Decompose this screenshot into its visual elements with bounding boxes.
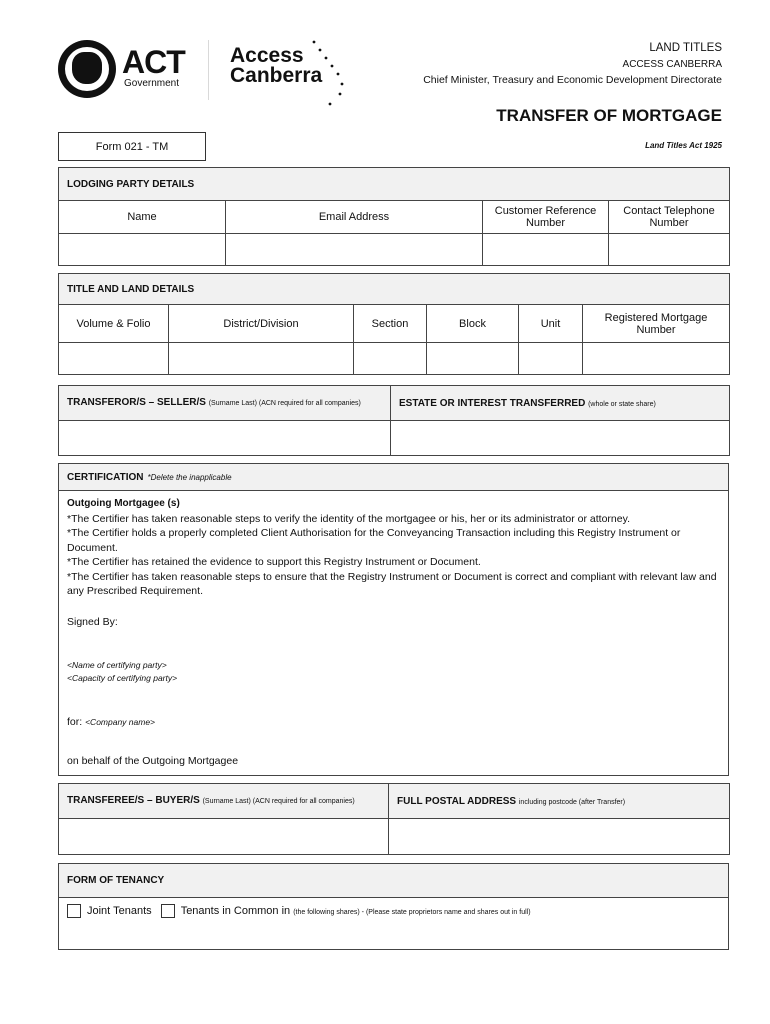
act-reference: Land Titles Act 1925 — [645, 141, 722, 150]
on-behalf-line: on behalf of the Outgoing Mortgagee — [67, 754, 239, 767]
customer-ref-input-cell[interactable] — [483, 234, 609, 266]
estate-note: (whole or state share) — [588, 400, 656, 408]
contact-phone-input-cell[interactable] — [609, 234, 730, 266]
col-email: Email Address — [226, 201, 483, 234]
land-titles-label: LAND TITLES — [649, 42, 722, 54]
lodging-heading: LODGING PARTY DETAILS — [59, 168, 730, 201]
access-logo-line1: Access — [230, 44, 304, 67]
col-mortgage-number: Registered Mortgage Number — [583, 305, 730, 343]
transferor-section — [58, 385, 729, 456]
certification-subheading: Outgoing Mortgagee (s) — [67, 498, 180, 509]
certification-body — [59, 491, 728, 774]
tenants-in-common-note: (the following shares) - (Please state proprietors name and shares out in full) — [293, 908, 531, 916]
col-block: Block — [427, 305, 519, 343]
estate-label: ESTATE OR INTEREST TRANSFERRED — [399, 397, 586, 409]
access-canberra-label: ACCESS CANBERRA — [622, 59, 722, 70]
tenancy-section — [58, 863, 729, 950]
for-company-line — [67, 715, 720, 730]
certification-heading-row — [59, 464, 728, 491]
transferee-note: (Surname Last) (ACN required for all companies) — [202, 798, 355, 805]
lodging-party-section — [58, 167, 729, 266]
block-input-cell[interactable] — [427, 343, 519, 375]
email-input-cell[interactable] — [226, 234, 483, 266]
act-logo-subtext: Government — [124, 78, 180, 89]
address-label: FULL POSTAL ADDRESS — [397, 795, 517, 807]
estate-input-cell[interactable] — [391, 421, 730, 456]
page-title: TRANSFER OF MORTGAGE — [496, 106, 722, 125]
signed-by-label: Signed By: — [67, 615, 118, 628]
col-section: Section — [354, 305, 427, 343]
unit-input-cell[interactable] — [519, 343, 583, 375]
tenancy-options-cell — [59, 898, 729, 950]
transferor-label: TRANSFEROR/S – SELLER/S — [67, 397, 206, 408]
certification-statement: *The Certifier has retained the evidence to support this Registry Instrument or Document. — [67, 556, 481, 568]
mortgage-number-input-cell[interactable] — [583, 343, 730, 375]
tenancy-heading: FORM OF TENANCY — [59, 864, 729, 898]
address-heading-cell — [389, 784, 730, 819]
transferee-heading-cell — [59, 784, 389, 819]
col-name: Name — [59, 201, 226, 234]
transferor-input-cell[interactable] — [59, 421, 391, 456]
transferee-label: TRANSFEREE/S – BUYER/S — [67, 795, 200, 806]
form-number: Form 021 - TM — [95, 140, 169, 153]
title-land-heading: TITLE AND LAND DETAILS — [59, 274, 730, 305]
form-number-box — [58, 132, 206, 161]
section-input-cell[interactable] — [354, 343, 427, 375]
certification-heading: CERTIFICATION — [67, 471, 144, 483]
act-logo-text: ACT — [122, 44, 185, 80]
directorate-label: Chief Minister, Treasury and Economic Development Directorate — [423, 74, 722, 86]
joint-tenants-checkbox[interactable] — [67, 904, 81, 918]
tenants-in-common-label: Tenants in Common in — [180, 904, 291, 917]
estate-heading-cell — [391, 386, 730, 421]
joint-tenants-label: Joint Tenants — [87, 904, 152, 917]
transferor-note: (Surname Last) (ACN required for all companies) — [208, 400, 361, 407]
transferee-input-cell[interactable] — [59, 819, 389, 855]
certification-heading-note: *Delete the inapplicable — [147, 472, 232, 482]
certification-section — [58, 463, 729, 776]
access-canberra-dots-icon — [306, 38, 354, 108]
col-contact-phone: Contact Telephone Number — [609, 201, 730, 234]
for-label: for: — [67, 716, 83, 728]
address-input-cell[interactable] — [389, 819, 730, 855]
col-unit: Unit — [519, 305, 583, 343]
act-government-logo — [58, 40, 198, 100]
name-input-cell[interactable] — [59, 234, 226, 266]
transferee-section — [58, 783, 729, 855]
col-volume-folio: Volume & Folio — [59, 305, 169, 343]
certification-statement: *The Certifier holds a properly completed Client Authorisation for the Conveyancing Transaction including this Registry Instrument or Document. — [67, 527, 681, 554]
certification-statement: *The Certifier has taken reasonable steps to ensure that the Registry Instrument or Document is correct and compliant with relevant law and any Prescribed Requirement. — [67, 570, 717, 597]
logo-divider — [208, 40, 209, 100]
certification-statement: *The Certifier has taken reasonable steps to verify the identity of the mortgagee or his, her or its administrator or attorney. — [67, 512, 630, 525]
address-note: including postcode (after Transfer) — [518, 798, 626, 806]
company-placeholder: <Company name> — [85, 717, 156, 727]
tenants-in-common-checkbox[interactable] — [161, 904, 175, 918]
name-placeholder: <Name of certifying party> — [67, 660, 167, 670]
coat-of-arms-icon — [58, 40, 116, 98]
district-input-cell[interactable] — [169, 343, 354, 375]
transferor-heading-cell — [59, 386, 391, 421]
capacity-placeholder: <Capacity of certifying party> — [67, 673, 178, 683]
title-land-section — [58, 273, 729, 375]
col-customer-ref: Customer Reference Number — [483, 201, 609, 234]
volume-folio-input-cell[interactable] — [59, 343, 169, 375]
access-logo-line2: Canberra — [230, 64, 323, 87]
col-district: District/Division — [169, 305, 354, 343]
